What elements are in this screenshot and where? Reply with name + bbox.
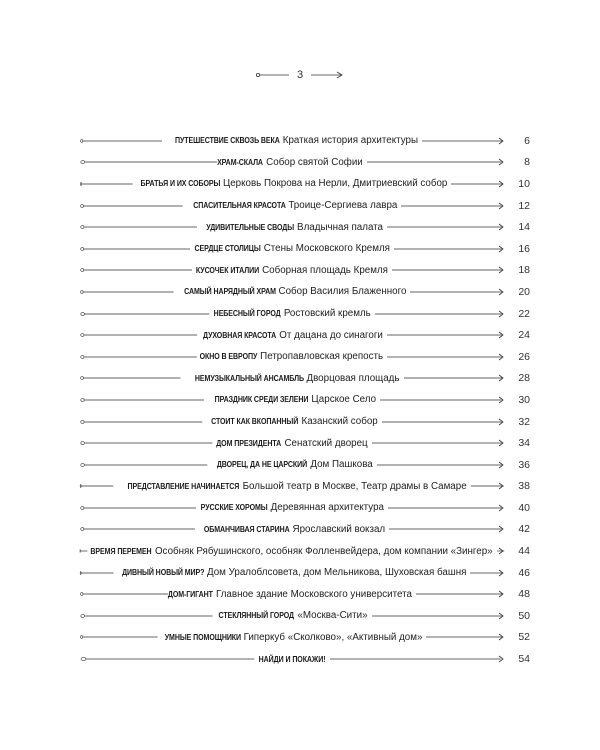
right-leader-arrow-icon	[388, 503, 504, 513]
toc-page-number: 18	[518, 264, 530, 277]
toc-entry-text	[187, 200, 398, 211]
toc-page-number: 32	[518, 415, 531, 428]
toc-page-number: 42	[518, 523, 531, 536]
left-leader-arrow-icon	[80, 157, 217, 167]
toc-page-number: 52	[518, 631, 530, 644]
arrowhead-icon	[498, 353, 504, 361]
toc-entry-subtitle: Особняк Рябушинского, особняк Фолленвейдера, дом компании «Зингер»	[154, 545, 493, 557]
right-leader-arrow-icon	[426, 632, 504, 642]
arrowhead-icon	[498, 655, 504, 663]
toc-entry[interactable]	[80, 454, 530, 476]
toc-page-number: 28	[518, 372, 530, 385]
toc-entry[interactable]	[80, 173, 530, 195]
left-leader-arrow-icon	[80, 201, 183, 211]
left-leader-arrow-icon	[80, 568, 114, 578]
left-leader-arrow-icon	[80, 265, 192, 275]
toc-entry-text	[206, 416, 377, 427]
toc-entry[interactable]	[80, 583, 530, 605]
arrowhead-icon	[498, 461, 504, 469]
toc-entry-heading: ДОМ-ГИГАНТ	[167, 588, 213, 599]
toc-entry-subtitle: Собор святой Софии	[266, 156, 363, 168]
toc-page-number: 44	[518, 545, 530, 558]
toc-page-number: 30	[518, 393, 530, 406]
toc-entry-text	[178, 286, 407, 297]
arrowhead-icon	[498, 633, 504, 641]
left-leader-arrow-icon	[80, 179, 133, 189]
arrowhead-icon	[498, 612, 504, 620]
arrowhead-icon	[498, 547, 504, 555]
toc-entry-subtitle: Дом Пашкова	[310, 459, 373, 471]
arrowhead-icon	[498, 418, 504, 426]
toc-entry[interactable]	[80, 346, 530, 368]
right-leader-arrow-icon	[380, 395, 504, 405]
toc-entry-text	[201, 330, 383, 341]
toc-entry-heading: СТЕКЛЯННЫЙ ГОРОД	[219, 610, 295, 621]
toc-entry-heading: ДВОРЕЦ, ДА НЕ ЦАРСКИЙ	[217, 459, 308, 470]
toc-entry-subtitle: Главное здание Московского университета	[215, 588, 412, 600]
toc-entry-subtitle: Краткая история архитектуры	[282, 135, 419, 147]
toc-entry-subtitle: Казанский собор	[301, 416, 378, 428]
toc-entry-subtitle: Большой театр в Москве, Театр драмы в Самаре	[242, 480, 467, 492]
toc-entry-subtitle: Дом Уралоблсовета, дом Мельникова, Шуховская башня	[206, 567, 467, 579]
left-leader-arrow-icon	[80, 136, 162, 146]
toc-entry-text	[137, 178, 448, 189]
toc-entry-text	[216, 438, 367, 449]
toc-entry-subtitle: Ярославский вокзал	[292, 523, 386, 535]
toc-entry-text	[196, 265, 388, 276]
toc-page-number: 54	[518, 653, 530, 666]
right-leader-arrow-icon	[330, 654, 504, 664]
left-leader-arrow-icon	[80, 503, 196, 513]
toc-page-number: 38	[518, 480, 530, 493]
toc-entry-text	[199, 524, 385, 535]
toc-entry-heading: УДИВИТЕЛЬНЫЕ СВОДЫ	[206, 221, 295, 232]
toc-entry[interactable]	[80, 238, 530, 260]
right-leader-arrow-icon	[387, 222, 504, 232]
toc-entry-heading: САМЫЙ НАРЯДНЫЙ ХРАМ	[183, 286, 276, 297]
toc-entry-subtitle: «Москва-Сити»	[297, 610, 368, 622]
arrowhead-icon	[498, 396, 504, 404]
toc-entry-heading: ДУХОВНАЯ КРАСОТА	[203, 329, 277, 340]
toc-page-number: 34	[518, 437, 530, 450]
toc-entry-heading: ДОМ ПРЕЗИДЕНТА	[216, 437, 282, 448]
toc-entry-subtitle: Царское Село	[311, 394, 377, 406]
toc-entry[interactable]	[80, 260, 530, 282]
arrowhead-icon	[498, 158, 504, 166]
toc-entry[interactable]	[80, 476, 530, 498]
left-leader-arrow-icon	[80, 373, 181, 383]
left-leader-arrow-icon	[80, 654, 254, 664]
toc-entry-text	[201, 222, 383, 233]
toc-entry-text	[167, 588, 412, 600]
toc-entry-heading: УМНЫЕ ПОМОЩНИКИ	[164, 631, 241, 642]
toc-page-number: 26	[518, 350, 530, 363]
toc-entry-subtitle: Деревянная архитектура	[270, 502, 384, 514]
toc-entry-text	[117, 481, 466, 492]
right-leader-arrow-icon	[401, 201, 504, 211]
toc-page-number: 20	[518, 285, 530, 298]
toc-entry-text	[166, 135, 418, 146]
toc-entry-text	[118, 567, 467, 578]
toc-entry-subtitle: Троице-Сергиева лавра	[288, 200, 398, 212]
toc-entry-heading: ДИВНЫЙ НОВЫЙ МИР?	[121, 567, 204, 578]
toc-entry-subtitle: Стены Московского Кремля	[263, 243, 390, 255]
toc-entry-heading: СТОИТ КАК ВКОПАННЫЙ	[211, 416, 299, 427]
toc-entry-subtitle: Владычная палата	[297, 221, 384, 233]
toc-entry-text	[201, 351, 383, 362]
arrowhead-icon	[498, 439, 504, 447]
right-leader-arrow-icon	[387, 352, 504, 362]
right-leader-arrow-icon	[394, 244, 504, 254]
toc-entry-subtitle: Сенатский дворец	[284, 437, 368, 449]
toc-page-number: 48	[518, 588, 530, 601]
toc-entry-heading: СПАСИТЕЛЬНАЯ КРАСОТА	[192, 200, 286, 211]
arrowhead-icon	[498, 245, 504, 253]
toc-entry[interactable]	[80, 605, 530, 627]
arrowhead-icon	[498, 374, 504, 382]
left-leader-arrow-icon	[80, 632, 158, 642]
toc-entry-heading: ПРАЗДНИК СРЕДИ ЗЕЛЕНИ	[214, 394, 309, 405]
right-leader-arrow-icon	[375, 309, 504, 319]
toc-entry-heading: КУСОЧЕК ИТАЛИИ	[195, 264, 260, 275]
left-leader-arrow-icon	[80, 589, 168, 599]
right-leader-arrow-icon	[451, 179, 504, 189]
toc-entry-heading: СЕРДЦЕ СТОЛИЦЫ	[194, 243, 261, 254]
toc-entry[interactable]	[80, 562, 530, 584]
toc-page-number: 8	[524, 156, 531, 169]
right-leader-arrow-icon	[404, 373, 505, 383]
toc-page-number: 14	[518, 221, 531, 234]
right-leader-arrow-icon	[387, 330, 504, 340]
toc-entry-subtitle: Петропавловская крепость	[260, 351, 384, 363]
page-header	[0, 68, 600, 82]
toc-entry[interactable]	[80, 648, 530, 670]
toc-entry-heading: РУССКИЕ ХОРОМЫ	[200, 502, 268, 513]
toc-page-number: 22	[518, 307, 530, 320]
toc-entry[interactable]	[80, 152, 530, 174]
toc-entry-heading: ОКНО В ЕВРОПУ	[199, 351, 258, 362]
toc-entry-text	[217, 156, 363, 168]
table-of-contents	[80, 130, 530, 670]
toc-entry-heading: ПРЕДСТАВЛЕНИЕ НАЧИНАЕТСЯ	[127, 480, 240, 491]
toc-entry-text	[258, 654, 325, 664]
toc-entry-text	[185, 373, 400, 384]
toc-entry[interactable]	[80, 540, 530, 562]
arrowhead-icon	[498, 137, 504, 145]
toc-page-number: 36	[518, 458, 530, 471]
toc-entry[interactable]	[80, 130, 530, 152]
arrowhead-icon	[498, 504, 504, 512]
left-leader-arrow-icon	[80, 438, 212, 448]
toc-entry[interactable]	[80, 432, 530, 454]
toc-entry-subtitle: Соборная площадь Кремля	[262, 264, 388, 276]
toc-entry-text	[213, 308, 371, 319]
toc-page-number: 16	[518, 242, 531, 255]
toc-entry[interactable]	[80, 519, 530, 541]
toc-entry[interactable]	[80, 324, 530, 346]
left-leader-arrow-icon	[80, 222, 197, 232]
arrowhead-icon	[498, 223, 504, 231]
right-leader-arrow-icon	[372, 438, 504, 448]
left-arrow-icon	[255, 69, 289, 81]
right-leader-arrow-icon	[389, 524, 504, 534]
toc-entry-heading: НАЙДИ И ПОКАЖИ!	[258, 654, 326, 665]
left-leader-arrow-icon	[80, 611, 212, 621]
toc-entry-heading: НЕМУЗЫКАЛЬНЫЙ АНСАМБЛЬ	[194, 372, 304, 383]
left-leader-arrow-icon	[80, 481, 113, 491]
toc-entry-subtitle: Церковь Покрова на Нерли, Дмитриевский собор	[222, 178, 448, 190]
left-leader-arrow-icon	[80, 524, 195, 534]
toc-entry-subtitle: Дворцовая площадь	[306, 372, 400, 384]
toc-entry-heading: ПУТЕШЕСТВИЕ СКВОЗЬ ВЕКА	[174, 135, 280, 146]
arrowhead-icon	[498, 266, 504, 274]
arrowhead-icon	[498, 482, 504, 490]
toc-entry[interactable]	[80, 281, 530, 303]
left-leader-arrow-icon	[80, 244, 190, 254]
toc-entry[interactable]	[80, 216, 530, 238]
right-leader-arrow-icon	[377, 460, 504, 470]
arrowhead-icon	[498, 525, 504, 533]
right-leader-arrow-icon	[367, 157, 504, 167]
left-leader-arrow-icon	[80, 546, 87, 556]
toc-page-number: 50	[518, 609, 531, 622]
right-leader-arrow-icon	[382, 417, 504, 427]
toc-entry[interactable]	[80, 368, 530, 390]
page-number: 3	[296, 69, 304, 81]
toc-page-number: 46	[518, 566, 530, 579]
toc-entry[interactable]	[80, 627, 530, 649]
arrowhead-icon	[498, 310, 504, 318]
toc-entry-heading: ВРЕМЯ ПЕРЕМЕН	[90, 545, 152, 556]
toc-page-number: 6	[524, 134, 530, 147]
right-leader-arrow-icon	[422, 136, 504, 146]
toc-entry-subtitle: Гиперкуб «Сколково», «Активный дом»	[243, 631, 423, 643]
toc-entry-text	[91, 546, 492, 557]
toc-entry[interactable]	[80, 389, 530, 411]
arrowhead-icon	[498, 202, 504, 210]
toc-entry-heading: БРАТЬЯ И ИХ СОБОРЫ	[140, 178, 220, 189]
toc-entry[interactable]	[80, 195, 530, 217]
arrowhead-icon	[498, 288, 504, 296]
toc-page-number: 24	[518, 329, 531, 342]
toc-entry[interactable]	[80, 303, 530, 325]
toc-entry-heading: ХРАМ-СКАЛА	[217, 156, 264, 167]
toc-entry-text	[200, 502, 384, 513]
toc-entry-text	[162, 632, 423, 643]
toc-entry-text	[211, 459, 372, 470]
toc-entry-heading: НЕБЕСНЫЙ ГОРОД	[213, 308, 281, 319]
toc-entry-subtitle: Ростовский кремль	[283, 308, 371, 320]
toc-entry-text	[194, 243, 390, 254]
arrowhead-icon	[498, 590, 504, 598]
toc-entry-text	[208, 394, 376, 405]
left-leader-arrow-icon	[80, 352, 197, 362]
left-leader-arrow-icon	[80, 287, 174, 297]
toc-page-number: 10	[518, 177, 530, 190]
left-leader-arrow-icon	[80, 417, 202, 427]
toc-entry-heading: ОБМАНЧИВАЯ СТАРИНА	[203, 523, 290, 534]
toc-entry[interactable]	[80, 497, 530, 519]
arrowhead-icon	[498, 569, 504, 577]
left-leader-arrow-icon	[80, 395, 204, 405]
toc-entry-subtitle: От дацана до синагоги	[279, 329, 383, 341]
toc-page-number: 12	[518, 199, 530, 212]
left-leader-arrow-icon	[80, 330, 197, 340]
arrowhead-icon	[498, 180, 504, 188]
toc-entry[interactable]	[80, 411, 530, 433]
right-leader-arrow-icon	[372, 611, 504, 621]
arrowhead-icon	[498, 331, 504, 339]
toc-entry-text	[216, 610, 367, 621]
right-leader-arrow-icon	[392, 265, 504, 275]
right-leader-arrow-icon	[410, 287, 504, 297]
toc-page-number: 40	[518, 501, 530, 514]
right-arrow-icon	[311, 69, 345, 81]
left-leader-arrow-icon	[80, 309, 209, 319]
left-leader-arrow-icon	[80, 460, 207, 470]
toc-entry-subtitle: Собор Василия Блаженного	[278, 286, 407, 298]
right-leader-arrow-icon	[416, 589, 504, 599]
